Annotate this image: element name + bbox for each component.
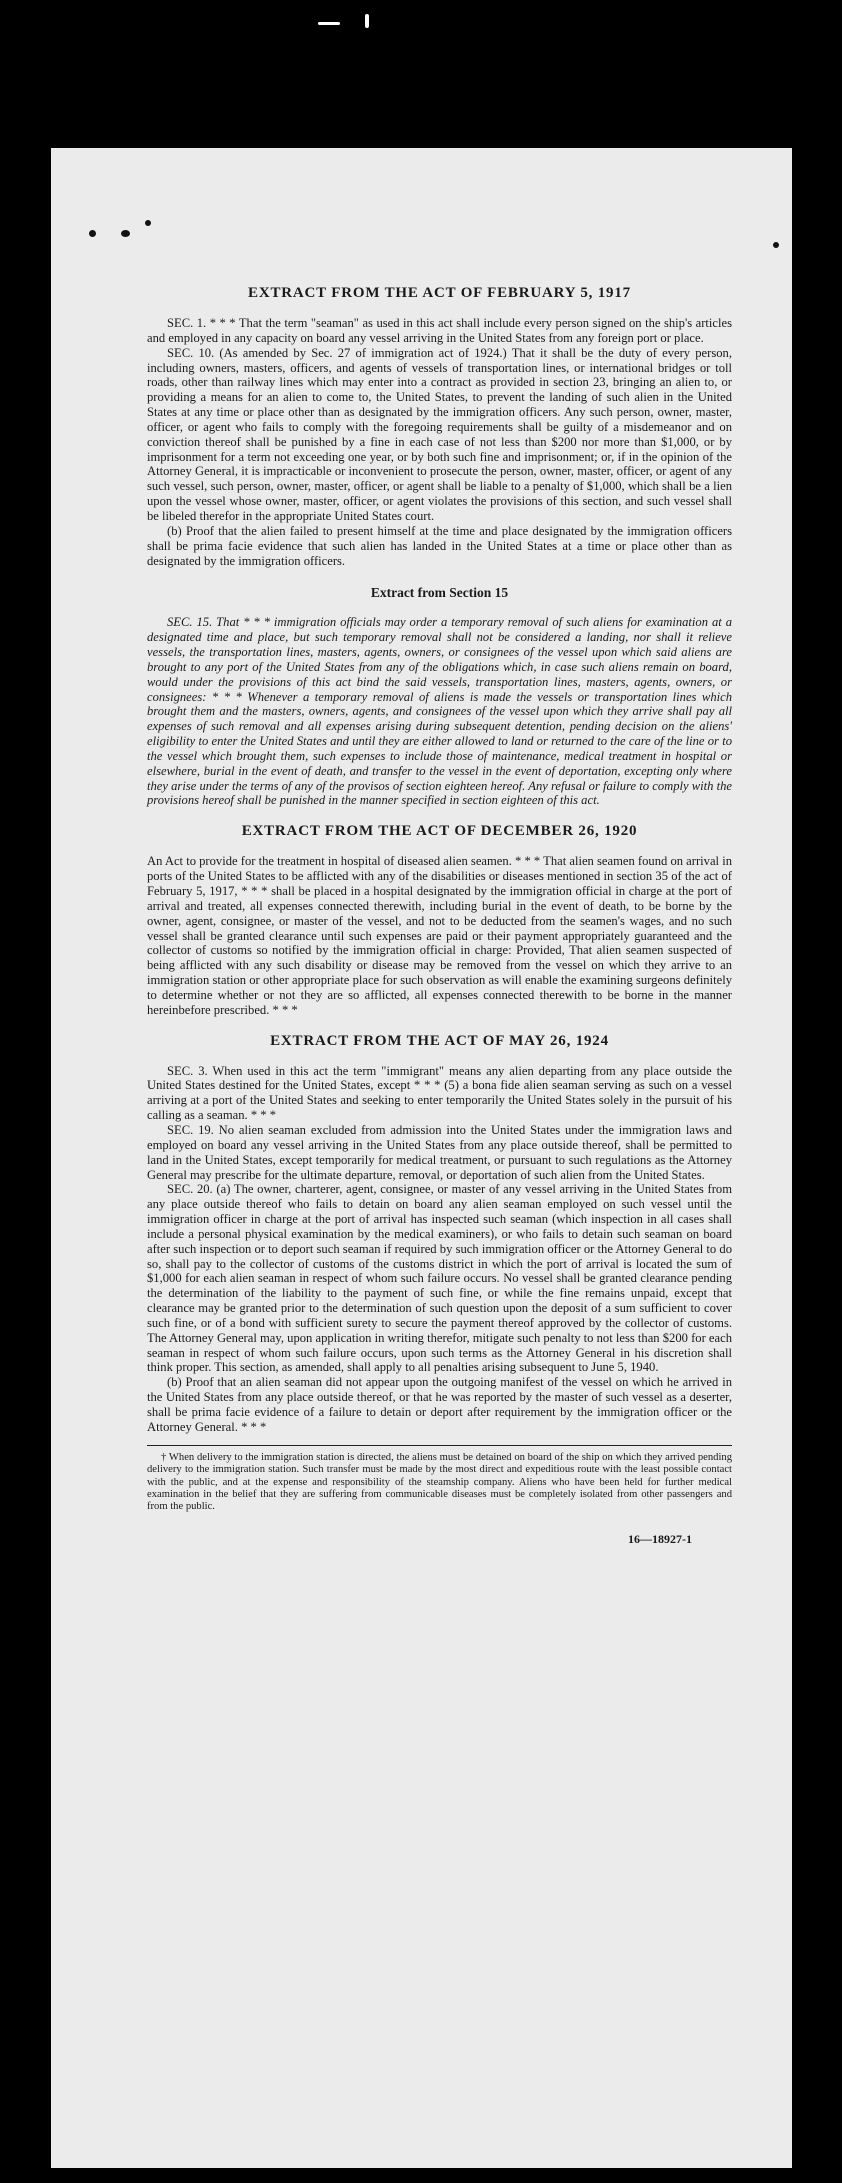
ink-speck: [145, 220, 151, 226]
paragraph-sec-3: SEC. 3. When used in this act the term "immigrant" means any alien departing from any place outside the United States destined for the United States, except * * * (5) a bona fide alien seaman serving as such on a vessel arriving at a port of the United States and seeking to enter temporarily the United States solely in the pursuit of his calling as a seaman. * * *: [147, 1063, 732, 1123]
footnote-divider: [147, 1445, 732, 1446]
paragraph-sec-20-a: SEC. 20. (a) The owner, charterer, agent, consignee, or master of any vessel arriving in the United States from any place outside thereof who fails to detain on board any alien seaman employed on such vessel until the immigration officer in charge at the port of arrival has inspected such seaman (which inspection in all cases shall include a personal physical examination by the medical examiners), or who fails to detain such seaman on board after such inspection or to deport such seaman if required by such immigration officer or the Attorney General to do so, shall pay to the collector of customs of the customs district in which the port of arrival is located the sum of $1,000 for each alien seaman in respect of whom such failure occurs. No vessel shall be granted clearance pending the determination of the liability to the payment of such fine, or while the fine remains unpaid, except that clearance may be granted prior to the determination of such question upon the deposit of a sum sufficient to cover such fine, or of a bond with sufficient surety to secure the payment thereof approved by the collector of customs. The Attorney General may, upon application in writing therefor, mitigate such penalty to not less than $200 for each seaman in respect of whom such failure occurs, upon such terms as the Attorney General in his discretion shall think proper. This section, as amended, shall apply to all penalties arising subsequent to June 5, 1940.: [147, 1182, 732, 1375]
heading-section-15: Extract from Section 15: [370, 585, 509, 601]
heading-act-1924: EXTRACT FROM THE ACT OF MAY 26, 1924: [270, 1032, 609, 1049]
ink-speck: [773, 242, 779, 248]
paragraph-sec-20-b: (b) Proof that an alien seaman did not appear upon the outgoing manifest of the vessel on which he arrived in the United States from any place outside thereof, or that he was reported by the master of such vessel as a deserter, shall be prima facie evidence of a failure to detain or deport after requirement by the immigration officer or the Attorney General. * * *: [147, 1375, 732, 1434]
paragraph-sec-15: SEC. 15. That * * * immigration officials may order a temporary removal of such aliens for examination at a designated time and place, but such temporary removal shall not be considered a landing, nor shall it relieve vessels, the transportation lines, masters, agents, owners, or consignees of the vessel upon which said aliens are brought to any port of the United States from any of the obligations which, in case such aliens remain on board, would under the provisions of this act bind the said vessels, transportation lines, masters, agents, owners, or consignees: * * * Whenever a temporary removal of aliens is made the vessels or transportation lines which brought them and the masters, owners, agents, and consignees of the vessel upon which they arrive shall pay all expenses of such removal and all expenses arising during subsequent detention, pending decision on the aliens' eligibility to enter the United States and until they are either allowed to land or returned to the care of the line or to the vessel which brought them, such expenses to include those of maintenance, medical treatment in hospital or elsewhere, burial in the event of death, and transfer to the vessel in the event of deportation, excepting only where they arise under the terms of any of the provisos of section eighteen hereof. Any refusal or failure to comply with the provisions hereof shall be punished in the manner specified in section eighteen of this act.: [147, 615, 732, 808]
film-mark: [365, 14, 369, 28]
paragraph-sec-19: SEC. 19. No alien seaman excluded from admission into the United States under the immigration laws and employed on board any vessel arriving in the United States from any place outside thereof, shall be permitted to land in the United States, except temporarily for medical treatment, or pursuant to such regulations as the Attorney General may prescribe for the ultimate departure, removal, or deportation of such alien from the United States.: [147, 1122, 732, 1182]
paragraph-sec-10-b: (b) Proof that the alien failed to present himself at the time and place designated by the immigration officers shall be prima facie evidence that such alien has landed in the United States at a time or place other than as designated by the immigration officers.: [147, 523, 732, 568]
heading-act-1917: EXTRACT FROM THE ACT OF FEBRUARY 5, 1917: [248, 285, 631, 301]
footnote: † When delivery to the immigration station is directed, the aliens must be detained on board of the ship on which they arrived pending delivery to the immigration station. Such transfer must be made by the most direct and expeditious route with the least possible contact with the public, and at the expense and responsibility of the steamship company. Aliens who have been held for further medical examination in the belief that they are suffering from communicable diseases must be completely isolated from other passengers and from the public.: [147, 1451, 732, 1513]
paragraph-sec-1: SEC. 1. * * * That the term "seaman" as used in this act shall include every person signed on the ship's articles and employed in any capacity on board any vessel arriving in the United States from any foreign port or place.: [147, 316, 732, 345]
paragraph-act-1920: An Act to provide for the treatment in hospital of diseased alien seamen. * * * That alien seamen found on arrival in ports of the United States to be afflicted with any of the disabilities or diseases mentioned in section 35 of the act of February 5, 1917, * * * shall be placed in a hospital designated by the immigration official in charge at the port of arrival and treated, all expenses connected therewith, including burial in the event of death, to be borne by the owner, agent, consignee, or master of the vessel, and not to be deducted from the seamen's wages, and no such vessel shall be granted clearance until such expenses are paid or their payment appropriately guaranteed and the collector of customs so notified by the immigration official in charge: Provided, That alien seamen suspected of being afflicted with any such disability or disease may be removed from the vessel on which they arrive to an immigration station or other appropriate place for such observation as will enable the examining surgeons definitely to determine whether or not they are so afflicted, all expenses connected therewith to be borne in the manner hereinbefore prescribed. * * *: [147, 854, 732, 1017]
paragraph-sec-10: SEC. 10. (As amended by Sec. 27 of immigration act of 1924.) That it shall be the duty of every person, including owners, masters, officers, and agents of vessels of transportation lines, or international bridges or toll roads, other than railway lines which may enter into a contract as provided in section 23, bringing an alien to, or providing a means for an alien to come to, the United States, to prevent the landing of such alien in the United States at any time or place other than as designated by the immigration officers. Any such person, owner, master, officer, or agent who fails to comply with the foregoing requirements shall be guilty of a misdemeanor and on conviction thereof shall be punished by a fine in each case of not less than $200 nor more than $1,000, or by imprisonment for a term not exceeding one year, or by both such fine and imprisonment; or, if in the opinion of the Attorney General, it is impracticable or inconvenient to prosecute the person, owner, master, officer, or agent of any such vessel, such person, owner, master, officer, or agent shall be liable to a penalty of $1,000, which shall be a lien upon the vessel whose owner, master, officer, or agent violates the provisions of this section, and such vessel shall be libeled therefor in the appropriate United States court.: [147, 345, 732, 523]
ink-speck: [89, 230, 96, 237]
ink-speck: [121, 230, 130, 237]
document-page: [51, 148, 792, 2168]
heading-act-1920: EXTRACT FROM THE ACT OF DECEMBER 26, 1920: [241, 823, 638, 840]
form-code: 16—18927-1: [628, 1531, 692, 1546]
film-mark: [318, 22, 340, 25]
